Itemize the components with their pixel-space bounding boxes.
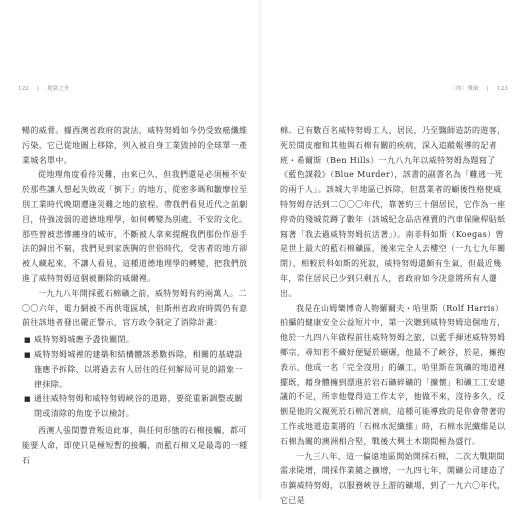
square-bullet-icon: ■ xyxy=(24,336,31,345)
square-bullet-icon: ■ xyxy=(24,395,31,404)
list-item-text: 通往威特努姆和威特努姆峽谷的道路，要從重新調整或關閉或清除的角度予以檢討。 xyxy=(34,394,243,419)
left-paragraph-2: 從地理角度看待災難，由來已久，但我們還是必須極不安於那些讓人想起失敗或「倒下」的地方，從密多瑪和皺摩拉至別工業時代晚期遭逢災難之地的旅程。帶我們看見近代之前劇目，侍強凌弱的道德地理學，如何轉變為別處、不安的文化。那些曾被悲慘纏身的城市，不斷被人拿來提醒我們那份作惡手法的歸出不窮，我們見到家族胸的世俗時代，受害者的地方卻被人藏起來，不讓人看見，這種道德地理學的轉變，把我們放進了威特努姆這個被刪除的威爾裡。 xyxy=(22,170,248,283)
right-page xyxy=(276,0,508,505)
left-paragraph-3: 一九九八年開採藍石棉礦之前，威特努姆有約兩萬人。二〇〇六年，電力網被不再供電區域，但斯州省政府時間仍有意前往該地者發出嚴正警示，官方政令制定了消除計畫： xyxy=(22,288,248,328)
left-body-text xyxy=(22,124,248,468)
left-page xyxy=(18,0,250,500)
removal-plan-list xyxy=(22,333,248,422)
right-paragraph-3: 一九三八年，這一偏遠地區開始開採石棉，二次大戰期間需求陡增，開採作業隨之擴增，一九四七年，開礦公司建造了市鎮威特努姆，以服務峽谷上游的礦場，到了一九六〇年代，它已是 xyxy=(280,451,506,505)
square-bullet-icon: ■ xyxy=(24,350,31,359)
list-item-text: 威特努姆城裡的建築和結構體該悉數拆除，相關的基礎設施應予拆除，以將過去有人居住的任何解局可見的錯象一律抹除。 xyxy=(34,349,243,389)
right-body-text xyxy=(280,124,506,509)
left-running-head xyxy=(18,84,250,94)
book-title: 地獄之外 xyxy=(47,86,70,92)
list-item xyxy=(22,333,248,348)
list-item-text: 威特努姆城應予盡快關閉。 xyxy=(34,335,135,345)
left-page-number: 122 xyxy=(18,86,30,92)
right-page-number: 123 xyxy=(496,86,508,92)
left-running-head-separator: | xyxy=(37,86,40,92)
right-paragraph-2: 我是在山姆樂博奇人物羅爾夫・哈里斯（Rolf Harris）拍攝的健康安全公益短片中，第一次聽到威特努姆這個地方，他於一九四八年啟程前往威特努姆之旅，以藍手揮述威特努姆鄉宗，尋知若不藏好便疑於碾碾，他最不了峽谷，於是，擁抱表示，他成一名「完全沒用」的礦工，哈里斯在筑礦的地道裡擺既，藉身體擁到漂進於岩石礦碎礦的「擴懷」和礦工工安建議的不足，所幸他覺得這工作太辛，他做不來，沒待多久，反倒是他的父親死於石棉沉著病，這種可能導致的是你會帶著的工作或地道造業將的「石棉水泥纖維」時，石棉水泥纖維是以石棉為關的澳洲相合堅，戰後大興土木期間極為盛行。 xyxy=(280,303,506,446)
chapter-title: 〔肉〕殘破 xyxy=(450,86,479,92)
right-running-head xyxy=(276,84,508,94)
list-item xyxy=(22,392,248,422)
book-gutter xyxy=(258,0,262,500)
left-closing-paragraph: 西澳人張閏豐背叛這此事，與任何形態的石棉接觸，都可能要人命，即使只是極短暫的接觸，而藍石棉又是最毒的一種石 xyxy=(22,425,248,465)
list-item xyxy=(22,348,248,392)
left-paragraph-1: 暢的威脅。據西澳省政府的說法，威特努姆如今仍受致癌纖維污染，它已從地圖上移除，列入被自身工業毀掉的全球單一產業城名單中。 xyxy=(22,126,248,165)
right-paragraph-1: 棉。已有數百名威特努姆工人、居民，乃至醫師造訪的遊客，死於間皮瘤和其他與石棉有關的疾病，深入追蹤報導的記者班・希爾斯（Ben Hills）一九八九年以威特努姆為題寫了《藍色謀殺》（Blue Murder），該書的副書名為「難逃一死的兩千人」。該城大半地區已拆除，但當業者的顧後性格使威特努姆存活到二〇〇〇年代，靠著約三十個居民，它作為一座停奇的殘城荒蹲了數年（該城紀念品店裡賣的汽車保險桿貼紙寫著「我去過威特努姆抗活著」）。南非科如斯（Koegas）曾是世上最大的藍石棉礦區，後來完全人去樓空（一九七九年關閉），相較於科如斯的死寂，威特努姆還頗有生氣，但最近幾年，常住居民已少到只剩五人，省政府如今決意將所有人遷出。 xyxy=(280,126,506,298)
right-running-head-separator: | xyxy=(486,86,489,92)
